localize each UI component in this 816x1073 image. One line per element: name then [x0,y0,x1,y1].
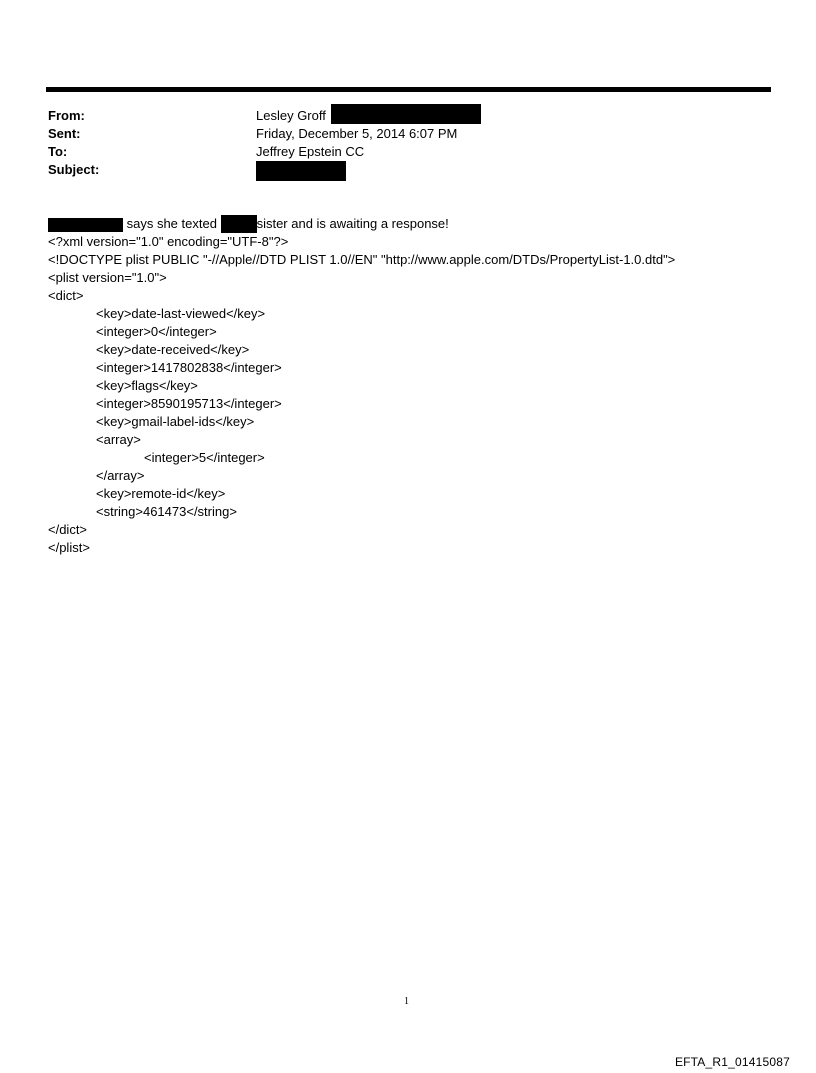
subject-row [48,161,748,179]
code-line: <array> [96,432,141,447]
to-row [48,143,748,161]
code-line: <integer>1417802838</integer> [96,360,282,375]
code-line: <integer>0</integer> [96,324,217,339]
redaction-block [48,218,123,232]
code-line: <!DOCTYPE plist PUBLIC "-//Apple//DTD PLIST 1.0//EN" "http://www.apple.com/DTDs/PropertyList-1.0.dtd"> [48,252,676,267]
sent-label: Sent: [48,126,81,141]
message-line [48,215,449,233]
header-rule [46,87,771,92]
redaction-block [221,215,257,233]
code-line: <key>gmail-label-ids</key> [96,414,255,429]
subject-value [256,161,346,181]
sent-row [48,125,748,143]
from-row [48,107,748,125]
code-line: <dict> [48,288,84,303]
code-line: <key>remote-id</key> [96,486,226,501]
code-line: <integer>8590195713</integer> [96,396,282,411]
code-line: <plist version="1.0"> [48,270,167,285]
to-value: Jeffrey Epstein CC [256,144,365,159]
code-line: <?xml version="1.0" encoding="UTF-8"?> [48,234,289,249]
code-line: </array> [96,468,145,483]
document-id: EFTA_R1_01415087 [674,1055,790,1069]
to-label: To: [48,144,68,159]
message-text-part1: says she texted [123,216,221,231]
code-line: <key>date-received</key> [96,342,250,357]
redaction-block [331,104,481,124]
from-name: Lesley Groff [256,108,326,123]
subject-label: Subject: [48,162,100,177]
sent-value: Friday, December 5, 2014 6:07 PM [256,126,458,141]
code-line: <key>flags</key> [96,378,198,393]
code-line: <integer>5</integer> [144,450,265,465]
page-number: 1 [404,996,409,1007]
from-label: From: [48,108,85,123]
message-text-part2: sister and is awaiting a response! [256,216,449,231]
code-line: <string>461473</string> [96,504,237,519]
code-line: </dict> [48,522,88,537]
from-value [256,107,481,125]
redaction-block [256,161,346,181]
code-line: </plist> [48,540,90,555]
code-line: <key>date-last-viewed</key> [96,306,266,321]
